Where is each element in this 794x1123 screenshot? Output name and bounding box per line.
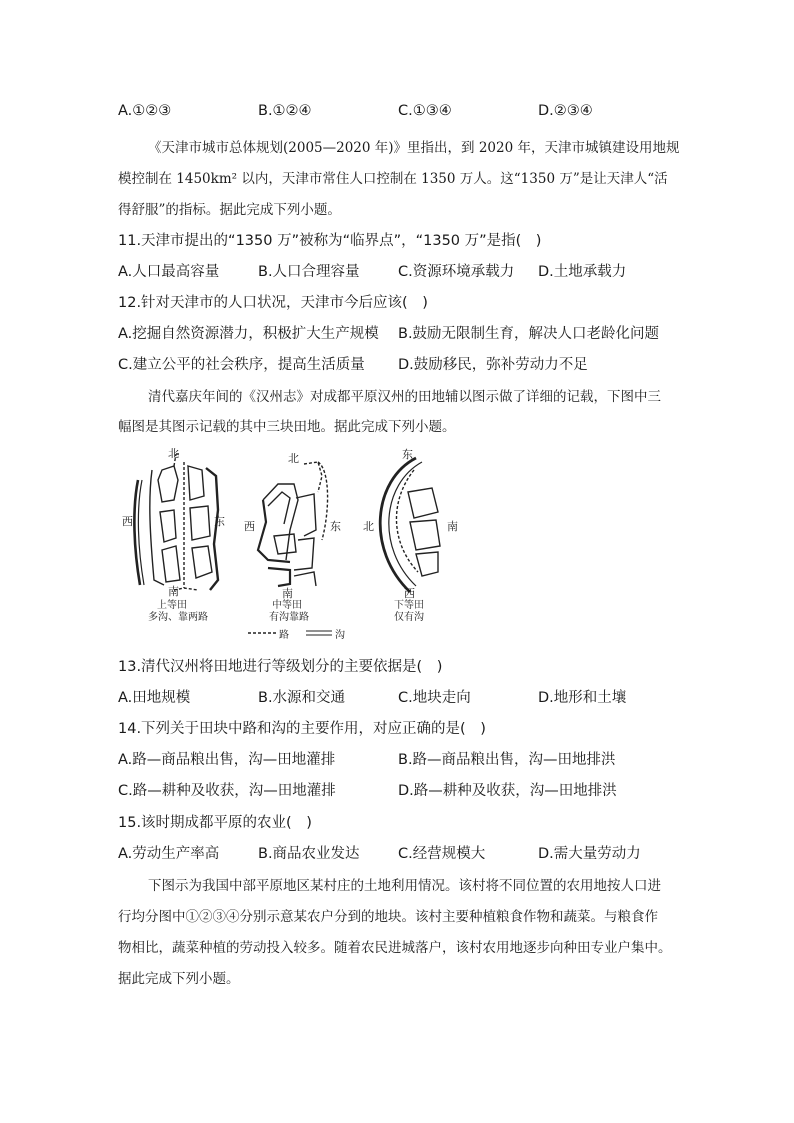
plot-2-east-label: 东: [330, 520, 341, 533]
q12-option-c: C.建立公平的社会秩序，提高生活质量: [118, 357, 365, 373]
plot-2-north-label: 北: [288, 452, 299, 465]
q12-stem: 12.针对天津市的人口状况，天津市今后应该( ): [118, 295, 428, 311]
plot-3-south-label: 南: [447, 520, 458, 533]
option-d: D.②③④: [538, 103, 593, 119]
plot-1-map: [134, 454, 218, 590]
plot-2-grade: 中等田: [272, 600, 302, 611]
q14-stem: 14.下列关于田块中路和沟的主要作用，对应正确的是( ): [118, 721, 486, 737]
passage1-line-1: 《天津市城市总体规划(2005—2020 年)》里指出，到 2020 年，天津市城镇建设用地规: [148, 140, 680, 156]
option-c: C.①③④: [398, 103, 452, 119]
plot-3-map: [380, 458, 440, 592]
q12-option-a: A.挖掘自然资源潜力，积极扩大生产规模: [118, 326, 379, 342]
legend-ditch-label: 沟: [335, 630, 345, 641]
plot-1-east-label: 东: [214, 515, 225, 528]
passage2-line-1: 清代嘉庆年间的《汉州志》对成都平原汉州的田地辅以图示做了详细的记载，下图中三: [148, 389, 661, 405]
option-b: B.①②④: [258, 103, 312, 119]
plot-3-north-label: 北: [363, 520, 374, 533]
passage2-line-2: 幅图是其图示记载的其中三块田地。据此完成下列小题。: [118, 419, 456, 435]
q13-option-b: B.水源和交通: [258, 690, 346, 706]
plot-2-south-label: 南: [282, 587, 293, 600]
q15-option-b: B.商品农业发达: [258, 846, 360, 862]
passage1-line-3: 得舒服”的指标。据此完成下列小题。: [118, 202, 341, 218]
plot-2-map: [258, 462, 328, 586]
plot-1-desc: 多沟、靠两路: [148, 612, 208, 623]
q15-option-c: C.经营规模大: [398, 846, 486, 862]
legend-road-label: 路: [279, 630, 289, 641]
plot-2-west-label: 西: [244, 520, 255, 533]
q14-option-d: D.路—耕种及收获，沟—田地排洪: [398, 783, 617, 799]
q12-option-d: D.鼓励移民，弥补劳动力不足: [398, 357, 588, 373]
plot-1-west-label: 西: [122, 515, 133, 528]
q11-option-a: A.人口最高容量: [118, 264, 220, 280]
q14-option-c: C.路—耕种及收获，沟—田地灌排: [118, 783, 336, 799]
q13-option-d: D.地形和土壤: [538, 690, 627, 706]
plot-3-desc: 仅有沟: [394, 612, 424, 623]
option-a: A.①②③: [118, 103, 172, 119]
passage3-line-2: 行均分图中①②③④分别示意某农户分到的地块。该村主要种植粮食作物和蔬菜。与粮食作: [118, 909, 658, 925]
q11-option-c: C.资源环境承载力: [398, 264, 515, 280]
passage1-line-2: 模控制在 1450km² 以内，天津市常住人口控制在 1350 万人。这“1350 万”是让天津人“活: [118, 171, 668, 187]
q14-option-b: B.路—商品粮出售，沟—田地排洪: [398, 752, 616, 768]
plot-1-grade: 上等田: [157, 600, 187, 611]
plot-3-grade: 下等田: [394, 600, 424, 611]
plot-3-east-label: 东: [402, 448, 413, 461]
q14-option-a: A.路—商品粮出售，沟—田地灌排: [118, 752, 336, 768]
q13-option-c: C.地块走向: [398, 690, 471, 706]
q13-stem: 13.清代汉州将田地进行等级划分的主要依据是( ): [118, 659, 443, 675]
passage3-line-3: 物相比，蔬菜种植的劳动投入较多。随着农民进城落户，该村农用地逐步向种田专业户集中。: [118, 940, 672, 956]
q15-stem: 15.该时期成都平原的农业( ): [118, 815, 312, 831]
passage3-line-4: 据此完成下列小题。: [118, 971, 240, 987]
q15-option-a: A.劳动生产率高: [118, 846, 220, 862]
q13-option-a: A.田地规模: [118, 690, 191, 706]
plot-3-west-label: 西: [404, 587, 415, 600]
plot-1-south-label: 南: [168, 585, 179, 598]
q11-option-b: B.人口合理容量: [258, 264, 360, 280]
plot-2-desc: 有沟靠路: [269, 612, 309, 623]
q11-option-d: D.土地承载力: [538, 264, 627, 280]
q11-stem: 11.天津市提出的“1350 万”被称为“临界点”，“1350 万”是指( ): [118, 233, 542, 249]
q12-option-b: B.鼓励无限制生育，解决人口老龄化问题: [398, 326, 660, 342]
passage3-line-1: 下图示为我国中部平原地区某村庄的土地利用情况。该村将不同位置的农用地按人口进: [148, 878, 661, 894]
plot-1-north-label: 北: [168, 447, 179, 460]
q15-option-d: D.需大量劳动力: [538, 846, 641, 862]
